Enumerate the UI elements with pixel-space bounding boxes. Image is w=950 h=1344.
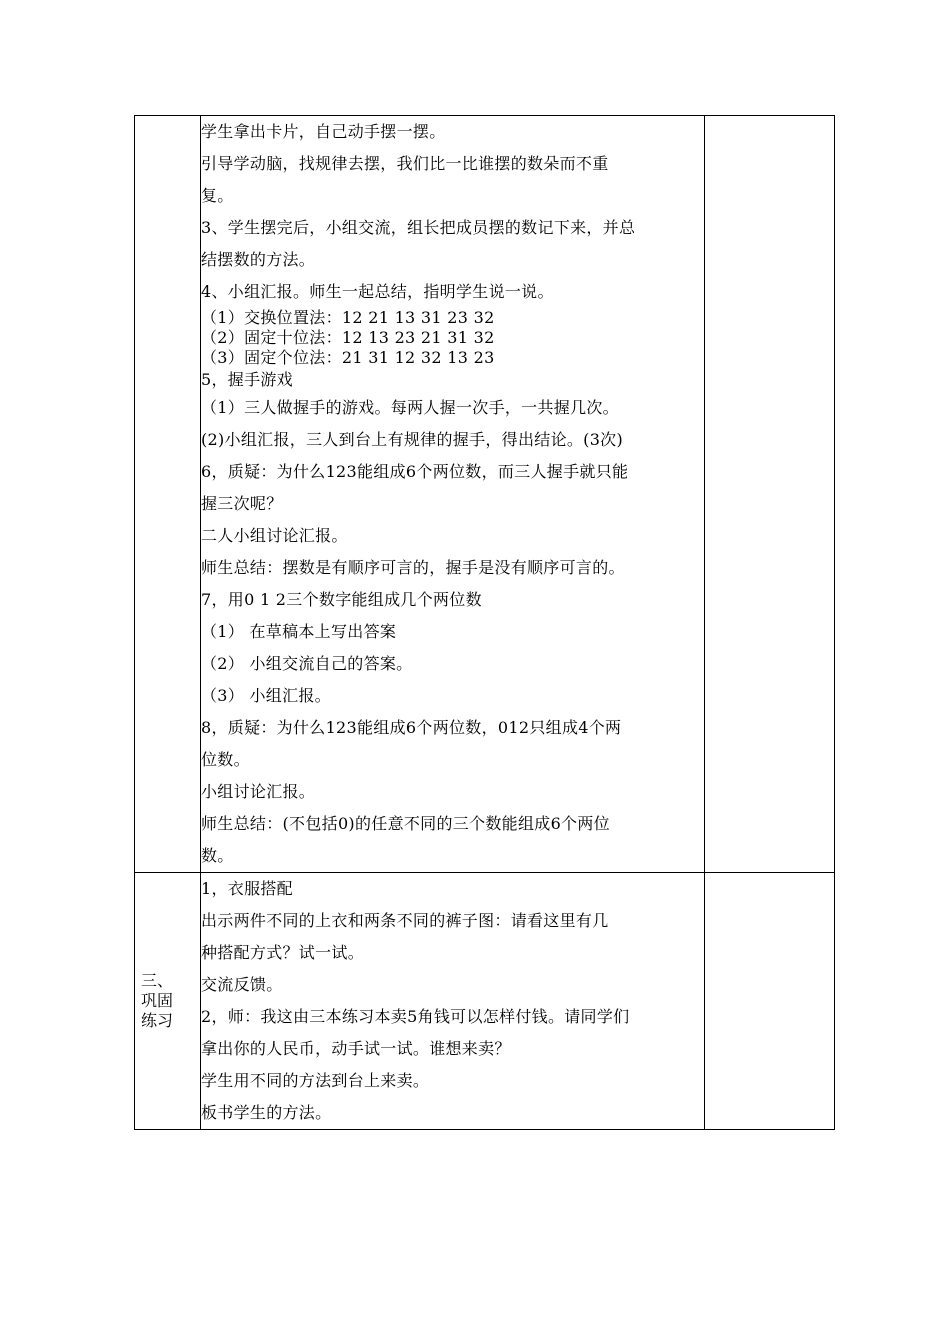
content-line: 3、学生摆完后，小组交流，组长把成员摆的数记下来，并总: [201, 218, 636, 237]
content-line: 师生总结：(不包括0)的任意不同的三个数能组成6个两位: [201, 814, 610, 833]
content-line: 引导学动脑，找规律去摆，我们比一比谁摆的数朵而不重: [201, 154, 609, 173]
content-line: 二人小组讨论汇报。: [201, 526, 348, 545]
table-row: [135, 116, 835, 873]
content-cell: [201, 873, 705, 1130]
content-line: 板书学生的方法。: [201, 1103, 332, 1122]
content-line: 数。: [201, 846, 234, 865]
content-line: （1）交换位置法：12 21 13 31 23 32: [201, 308, 495, 327]
section-label-cell: [135, 873, 201, 1130]
content-line: 小组讨论汇报。: [201, 782, 316, 801]
content-line: （1）三人做握手的游戏。每两人握一次手，一共握几次。: [201, 398, 619, 417]
content-line: 6，质疑：为什么123能组成6个两位数，而三人握手就只能: [201, 462, 629, 481]
notes-cell: [705, 116, 835, 873]
notes-cell: [705, 873, 835, 1130]
content-line: （2）固定十位法：12 13 23 21 31 32: [201, 328, 495, 347]
content-line: （3） 小组汇报。: [201, 686, 331, 705]
content-line: 2，师：我这由三本练习本卖5角钱可以怎样付钱。请同学们: [201, 1007, 630, 1026]
content-line: 出示两件不同的上衣和两条不同的裤子图：请看这里有几: [201, 911, 609, 930]
content-line: 师生总结：摆数是有顺序可言的，握手是没有顺序可言的。: [201, 558, 625, 577]
content-line: 位数。: [201, 750, 250, 769]
table-row: [135, 873, 835, 1130]
content-line: （3）固定个位法：21 31 12 32 13 23: [201, 348, 495, 367]
content-line: 复。: [201, 186, 234, 205]
content-line: 7，用0 1 2三个数字能组成几个两位数: [201, 590, 482, 609]
content-line: 4、小组汇报。师生一起总结，指明学生说一说。: [201, 282, 554, 301]
content-line: 握三次呢？: [201, 494, 283, 513]
content-line: 结摆数的方法。: [201, 250, 316, 269]
content-line: 5，握手游戏: [201, 370, 293, 389]
section-label-cell: [135, 116, 201, 873]
content-line: 1，衣服搭配: [201, 879, 293, 898]
content-line: （1） 在草稿本上写出答案: [201, 622, 397, 641]
content-line: 交流反馈。: [201, 975, 283, 994]
content-line: (2)小组汇报，三人到台上有规律的握手，得出结论。(3次): [201, 430, 624, 449]
content-line: 学生拿出卡片，自己动手摆一摆。: [201, 122, 446, 141]
lesson-plan-table: [134, 115, 835, 1130]
content-line: 种搭配方式？试一试。: [201, 943, 365, 962]
content-line: 8，质疑：为什么123能组成6个两位数，012只组成4个两: [201, 718, 622, 737]
content-cell: [201, 116, 705, 873]
content-line: （2） 小组交流自己的答案。: [201, 654, 413, 673]
content-line: 学生用不同的方法到台上来卖。: [201, 1071, 430, 1090]
section-label: 三、 巩固 练习: [141, 971, 174, 1030]
content-line: 拿出你的人民币，动手试一试。谁想来卖？: [201, 1039, 511, 1058]
